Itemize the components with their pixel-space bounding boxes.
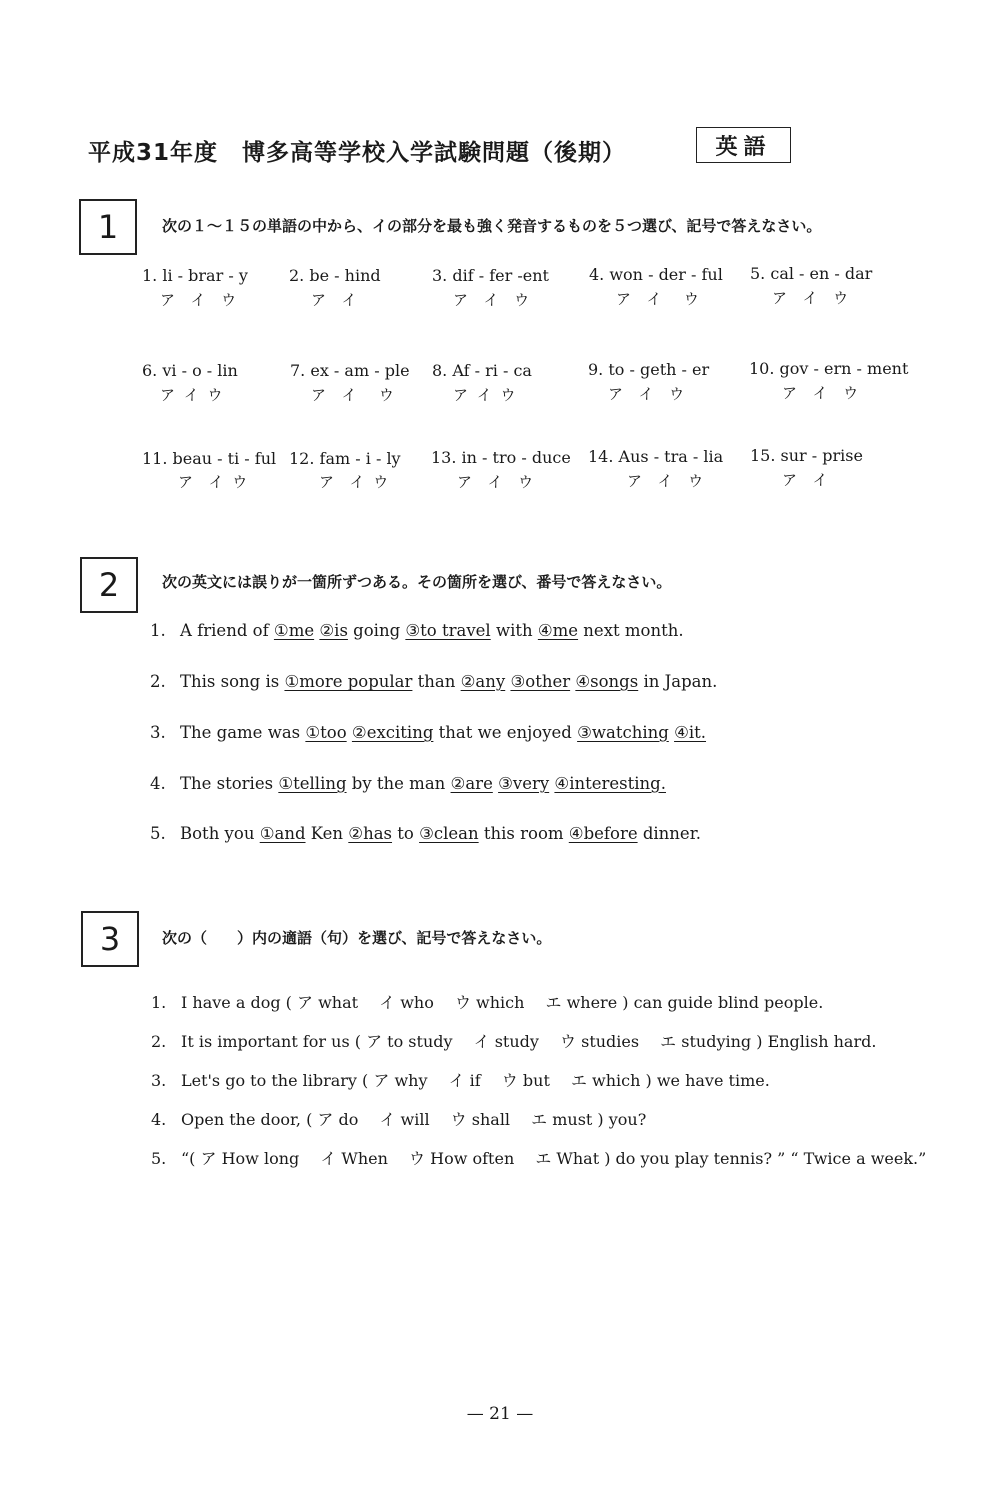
option-2: ②are xyxy=(450,774,493,793)
text: in Japan. xyxy=(638,672,718,691)
s1-kana-15: ア イ xyxy=(782,471,830,489)
s2-question-4 xyxy=(150,774,666,793)
s1-word-5: 5. cal - en - dar xyxy=(750,264,873,283)
s1-word-3: 3. dif - fer -ent xyxy=(432,266,549,285)
s3-question-4 xyxy=(151,1107,646,1130)
question-number: 3. xyxy=(151,1071,167,1090)
s1-kana-4: ア イ ウ xyxy=(616,290,701,308)
option-3: ③watching xyxy=(577,723,669,742)
s1-word-11: 11. beau - ti - ful xyxy=(142,449,277,468)
s1-kana-7: ア イ ウ xyxy=(311,386,396,404)
text: Ken xyxy=(305,824,349,843)
question-number: 1. xyxy=(151,993,167,1012)
s1-word-13: 13. in - tro - duce xyxy=(431,448,571,467)
option-1: ①and xyxy=(259,824,306,843)
s2-question-3 xyxy=(150,723,706,742)
s3-question-2 xyxy=(151,1029,876,1052)
question-number: 4. xyxy=(150,774,166,793)
option-1: ①too xyxy=(305,723,347,742)
s3-question-1 xyxy=(151,990,823,1013)
s1-kana-2: ア イ xyxy=(311,291,359,309)
s1-kana-5: ア イ ウ xyxy=(772,289,851,307)
option-2: ②is xyxy=(319,621,348,640)
s1-word-7: 7. ex - am - ple xyxy=(290,361,410,380)
s1-kana-1: ア イ ウ xyxy=(160,291,239,309)
option-4: ④interesting. xyxy=(554,774,666,793)
question-number: 2. xyxy=(150,672,166,691)
text: with xyxy=(490,621,538,640)
s1-kana-11: ア イ ウ xyxy=(178,473,250,491)
option-2: ②any xyxy=(460,672,506,691)
s1-kana-3: ア イ ウ xyxy=(453,291,532,309)
s1-word-8: 8. Af - ri - ca xyxy=(432,361,532,380)
s1-word-14: 14. Aus - tra - lia xyxy=(588,447,724,466)
question-text: I have a dog ( ア what イ who ウ which エ where ) can guide blind people. xyxy=(181,993,824,1012)
option-4: ④before xyxy=(568,824,638,843)
text: A friend of xyxy=(180,621,274,640)
question-text: It is important for us ( ア to study イ study ウ studies エ studying ) English hard. xyxy=(181,1032,877,1051)
option-2: ②has xyxy=(348,824,393,843)
text: Both you xyxy=(180,824,260,843)
text: by the man xyxy=(346,774,451,793)
s2-question-2 xyxy=(150,672,717,691)
section-1-instruction: 次の１～１５の単語の中から、イの部分を最も強く発音するものを５つ選び、記号で答えなさい。 xyxy=(162,217,822,235)
question-number: 2. xyxy=(151,1032,167,1051)
question-text: Let's go to the library ( ア why イ if ウ but エ which ) we have time. xyxy=(181,1071,770,1090)
s1-kana-6: ア イ ウ xyxy=(160,386,225,404)
text: dinner. xyxy=(637,824,702,843)
s3-question-5 xyxy=(151,1146,926,1169)
question-number: 4. xyxy=(151,1110,167,1129)
page-title: 平成31年度 博多高等学校入学試験問題（後期） xyxy=(88,140,627,166)
option-3: ③very xyxy=(498,774,550,793)
section-3-instruction: 次の（ ）内の適語（句）を選び、記号で答えなさい。 xyxy=(162,929,552,947)
page-number: — 21 — xyxy=(466,1404,534,1424)
s3-question-3 xyxy=(151,1068,770,1091)
s1-word-12: 12. fam - i - ly xyxy=(289,449,401,468)
option-4: ④songs xyxy=(575,672,639,691)
option-1: ①me xyxy=(273,621,315,640)
text: The stories xyxy=(180,774,279,793)
option-3: ③to travel xyxy=(405,621,491,640)
text: to xyxy=(392,824,420,843)
question-number: 1. xyxy=(150,621,166,640)
option-1: ①telling xyxy=(278,774,347,793)
s1-word-6: 6. vi - o - lin xyxy=(142,361,238,380)
s1-kana-9: ア イ ウ xyxy=(608,385,687,403)
text: This song is xyxy=(180,672,285,691)
text: The game was xyxy=(180,723,306,742)
section-2-instruction: 次の英文には誤りが一箇所ずつある。その箇所を選び、番号で答えなさい。 xyxy=(162,573,672,591)
s1-kana-8: ア イ ウ xyxy=(453,386,518,404)
s1-kana-12: ア イ ウ xyxy=(319,473,391,491)
s1-word-1: 1. li - brar - y xyxy=(142,266,248,285)
s1-word-2: 2. be - hind xyxy=(289,266,381,285)
s1-kana-10: ア イ ウ xyxy=(782,384,861,402)
option-4: ④it. xyxy=(674,723,707,742)
text: going xyxy=(347,621,406,640)
question-number: 5. xyxy=(150,824,166,843)
option-4: ④me xyxy=(537,621,579,640)
option-3: ③other xyxy=(510,672,571,691)
s1-kana-14: ア イ ウ xyxy=(627,472,706,490)
text: that we enjoyed xyxy=(433,723,578,742)
question-number: 3. xyxy=(150,723,166,742)
text: next month. xyxy=(578,621,684,640)
s2-question-5 xyxy=(150,824,701,843)
section-1-number: 1 xyxy=(79,199,137,255)
question-number: 5. xyxy=(151,1149,167,1168)
option-2: ②exciting xyxy=(351,723,434,742)
s1-kana-13: ア イ ウ xyxy=(457,473,536,491)
s1-word-4: 4. won - der - ful xyxy=(589,265,723,284)
option-3: ③clean xyxy=(419,824,479,843)
s1-word-10: 10. gov - ern - ment xyxy=(749,359,909,378)
text: than xyxy=(412,672,461,691)
section-3-number: 3 xyxy=(81,911,139,967)
text: this room xyxy=(478,824,569,843)
question-text: “( ア How long イ When ウ How often エ What ) do you play tennis? ” “ Twice a week.” xyxy=(181,1149,927,1168)
s1-word-9: 9. to - geth - er xyxy=(588,360,710,379)
option-1: ①more popular xyxy=(284,672,413,691)
s2-question-1 xyxy=(150,621,684,640)
s1-word-15: 15. sur - prise xyxy=(750,446,863,465)
question-text: Open the door, ( ア do イ will ウ shall エ must ) you? xyxy=(181,1110,647,1129)
section-2-number: 2 xyxy=(80,557,138,613)
subject-label: 英語 xyxy=(696,127,791,163)
